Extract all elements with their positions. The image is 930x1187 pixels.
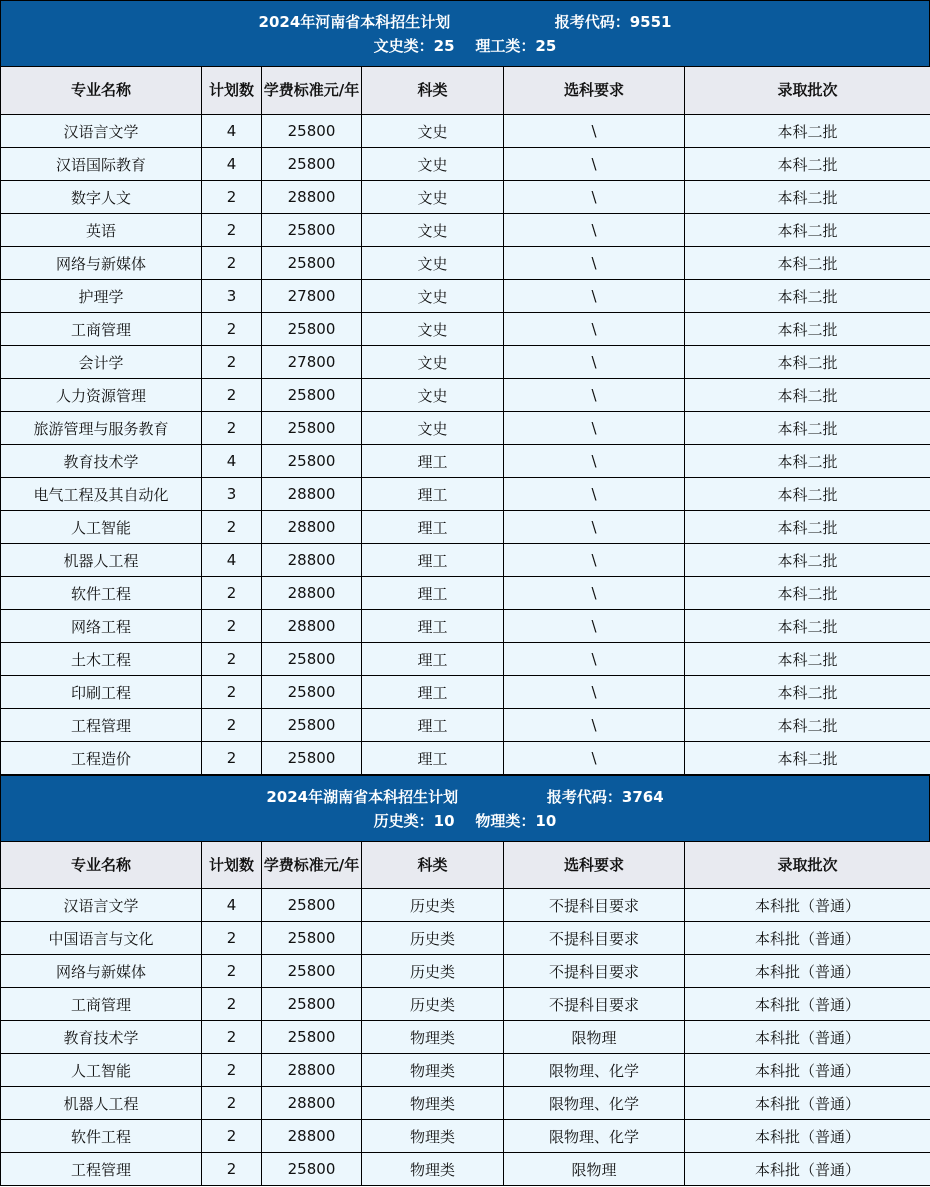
cell-quota: 2 [202,346,262,379]
cell-quota: 2 [202,988,262,1021]
cell-category: 历史类 [362,889,504,922]
cell-major: 教育技术学 [1,445,202,478]
cell-tuition: 25800 [262,1153,362,1186]
header-category: 科类 [362,842,504,889]
cell-subject-requirement: 不提科目要求 [504,955,685,988]
cell-category: 历史类 [362,955,504,988]
cell-batch: 本科二批 [685,742,930,775]
header-tuition: 学费标准元/年 [262,842,362,889]
cell-subject-requirement: 限物理、化学 [504,1087,685,1120]
cell-quota: 2 [202,643,262,676]
table-row [1,709,930,742]
cell-subject-requirement: \ [504,511,685,544]
cell-batch: 本科二批 [685,313,930,346]
header-subject-requirement: 选科要求 [504,67,685,115]
hunan-table [0,841,930,1186]
cell-tuition: 25800 [262,148,362,181]
table-row [1,610,930,643]
cell-subject-requirement: \ [504,676,685,709]
cell-major: 工程管理 [1,709,202,742]
cell-major: 汉语言文学 [1,115,202,148]
hunan-title: 2024年湖南省本科招生计划 报考代码：3764 [266,788,664,806]
cell-tuition: 28800 [262,1054,362,1087]
cell-major: 工商管理 [1,988,202,1021]
cell-tuition: 27800 [262,346,362,379]
cell-batch: 本科二批 [685,676,930,709]
cell-major: 电气工程及其自动化 [1,478,202,511]
cell-quota: 2 [202,313,262,346]
cell-batch: 本科批（普通） [685,1153,930,1186]
table-row [1,988,930,1021]
cell-batch: 本科二批 [685,148,930,181]
header-subject-requirement: 选科要求 [504,842,685,889]
header-batch: 录取批次 [685,842,930,889]
cell-tuition: 25800 [262,379,362,412]
cell-tuition: 27800 [262,280,362,313]
table-row [1,676,930,709]
cell-quota: 2 [202,214,262,247]
cell-category: 理工 [362,544,504,577]
cell-tuition: 25800 [262,709,362,742]
table-row [1,478,930,511]
cell-major: 中国语言与文化 [1,922,202,955]
table-row [1,1021,930,1054]
cell-category: 物理类 [362,1054,504,1087]
cell-batch: 本科批（普通） [685,955,930,988]
cell-quota: 4 [202,115,262,148]
cell-category: 理工 [362,709,504,742]
cell-subject-requirement: \ [504,379,685,412]
cell-tuition: 25800 [262,445,362,478]
cell-quota: 2 [202,742,262,775]
cell-batch: 本科二批 [685,280,930,313]
cell-category: 文史 [362,148,504,181]
cell-batch: 本科批（普通） [685,1021,930,1054]
henan-section-header [0,0,930,66]
cell-subject-requirement: \ [504,247,685,280]
cell-quota: 4 [202,889,262,922]
table-row [1,577,930,610]
table-row [1,214,930,247]
cell-subject-requirement: \ [504,346,685,379]
cell-major: 护理学 [1,280,202,313]
cell-batch: 本科二批 [685,544,930,577]
cell-major: 机器人工程 [1,1087,202,1120]
table-row [1,115,930,148]
cell-subject-requirement: \ [504,280,685,313]
table-row [1,247,930,280]
cell-quota: 2 [202,511,262,544]
cell-major: 工程管理 [1,1153,202,1186]
cell-batch: 本科二批 [685,643,930,676]
cell-major: 工商管理 [1,313,202,346]
cell-subject-requirement: 不提科目要求 [504,922,685,955]
cell-tuition: 25800 [262,643,362,676]
cell-subject-requirement: \ [504,115,685,148]
cell-category: 理工 [362,577,504,610]
cell-major: 教育技术学 [1,1021,202,1054]
table-row [1,313,930,346]
cell-tuition: 25800 [262,115,362,148]
cell-category: 理工 [362,676,504,709]
cell-batch: 本科二批 [685,379,930,412]
cell-batch: 本科二批 [685,511,930,544]
table-row [1,742,930,775]
cell-tuition: 28800 [262,1087,362,1120]
table-row [1,1054,930,1087]
cell-major: 人力资源管理 [1,379,202,412]
cell-tuition: 25800 [262,247,362,280]
cell-major: 机器人工程 [1,544,202,577]
henan-table [0,66,930,775]
cell-quota: 4 [202,445,262,478]
cell-batch: 本科二批 [685,709,930,742]
cell-major: 印刷工程 [1,676,202,709]
cell-subject-requirement: \ [504,643,685,676]
cell-category: 物理类 [362,1153,504,1186]
cell-quota: 2 [202,1021,262,1054]
cell-quota: 2 [202,1054,262,1087]
cell-tuition: 28800 [262,478,362,511]
cell-tuition: 25800 [262,988,362,1021]
table-row [1,412,930,445]
cell-category: 理工 [362,643,504,676]
cell-quota: 2 [202,247,262,280]
cell-major: 人工智能 [1,1054,202,1087]
cell-batch: 本科二批 [685,610,930,643]
cell-quota: 2 [202,181,262,214]
cell-subject-requirement: \ [504,709,685,742]
cell-major: 土木工程 [1,643,202,676]
cell-batch: 本科二批 [685,115,930,148]
cell-subject-requirement: \ [504,610,685,643]
header-major: 专业名称 [1,842,202,889]
cell-subject-requirement: 限物理 [504,1153,685,1186]
cell-major: 会计学 [1,346,202,379]
cell-subject-requirement: 不提科目要求 [504,988,685,1021]
cell-tuition: 28800 [262,544,362,577]
cell-tuition: 28800 [262,610,362,643]
cell-category: 文史 [362,247,504,280]
cell-category: 文史 [362,181,504,214]
cell-category: 物理类 [362,1021,504,1054]
henan-subtitle: 文史类：25 理工类：25 [373,37,557,55]
header-major: 专业名称 [1,67,202,115]
cell-category: 理工 [362,511,504,544]
cell-major: 汉语国际教育 [1,148,202,181]
cell-subject-requirement: \ [504,544,685,577]
cell-quota: 2 [202,1120,262,1153]
table-row [1,544,930,577]
cell-batch: 本科批（普通） [685,1054,930,1087]
header-tuition: 学费标准元/年 [262,67,362,115]
cell-category: 文史 [362,313,504,346]
hunan-section-header [0,775,930,841]
table-header-row [1,67,930,115]
cell-major: 英语 [1,214,202,247]
cell-major: 软件工程 [1,1120,202,1153]
table-row [1,1153,930,1186]
cell-quota: 2 [202,412,262,445]
cell-subject-requirement: \ [504,148,685,181]
cell-batch: 本科批（普通） [685,988,930,1021]
cell-subject-requirement: \ [504,478,685,511]
cell-tuition: 25800 [262,676,362,709]
cell-subject-requirement: \ [504,214,685,247]
cell-quota: 4 [202,544,262,577]
cell-quota: 2 [202,610,262,643]
table-row [1,181,930,214]
cell-tuition: 25800 [262,214,362,247]
cell-quota: 4 [202,148,262,181]
table-row [1,643,930,676]
cell-major: 人工智能 [1,511,202,544]
cell-batch: 本科二批 [685,181,930,214]
cell-subject-requirement: \ [504,445,685,478]
cell-quota: 2 [202,1153,262,1186]
cell-quota: 2 [202,709,262,742]
cell-tuition: 28800 [262,1120,362,1153]
cell-category: 历史类 [362,988,504,1021]
cell-major: 汉语言文学 [1,889,202,922]
header-batch: 录取批次 [685,67,930,115]
table-row [1,346,930,379]
cell-major: 网络与新媒体 [1,955,202,988]
cell-tuition: 25800 [262,1021,362,1054]
cell-subject-requirement: 限物理、化学 [504,1054,685,1087]
cell-batch: 本科批（普通） [685,889,930,922]
cell-category: 物理类 [362,1087,504,1120]
cell-quota: 2 [202,955,262,988]
cell-major: 工程造价 [1,742,202,775]
cell-subject-requirement: \ [504,181,685,214]
cell-quota: 2 [202,1087,262,1120]
cell-category: 文史 [362,379,504,412]
cell-category: 理工 [362,742,504,775]
cell-subject-requirement: 限物理、化学 [504,1120,685,1153]
cell-quota: 3 [202,478,262,511]
cell-batch: 本科二批 [685,445,930,478]
cell-subject-requirement: \ [504,577,685,610]
cell-tuition: 25800 [262,313,362,346]
table-row [1,445,930,478]
header-quota: 计划数 [202,67,262,115]
cell-tuition: 25800 [262,922,362,955]
cell-batch: 本科批（普通） [685,1087,930,1120]
cell-quota: 2 [202,379,262,412]
henan-title: 2024年河南省本科招生计划 报考代码：9551 [258,13,672,31]
cell-category: 文史 [362,115,504,148]
cell-category: 文史 [362,280,504,313]
cell-major: 旅游管理与服务教育 [1,412,202,445]
cell-category: 文史 [362,214,504,247]
cell-category: 理工 [362,445,504,478]
header-quota: 计划数 [202,842,262,889]
table-row [1,955,930,988]
cell-category: 文史 [362,412,504,445]
table-row [1,1120,930,1153]
cell-batch: 本科二批 [685,412,930,445]
cell-tuition: 25800 [262,955,362,988]
cell-tuition: 28800 [262,577,362,610]
cell-major: 数字人文 [1,181,202,214]
cell-category: 物理类 [362,1120,504,1153]
cell-subject-requirement: 不提科目要求 [504,889,685,922]
table-row [1,889,930,922]
cell-subject-requirement: \ [504,313,685,346]
cell-quota: 2 [202,922,262,955]
cell-tuition: 25800 [262,742,362,775]
hunan-subtitle: 历史类：10 物理类：10 [373,812,557,830]
cell-subject-requirement: \ [504,742,685,775]
table-row [1,280,930,313]
cell-batch: 本科二批 [685,478,930,511]
cell-quota: 2 [202,676,262,709]
table-row [1,148,930,181]
cell-tuition: 25800 [262,412,362,445]
table-row [1,1087,930,1120]
table-row [1,511,930,544]
table-row [1,922,930,955]
cell-batch: 本科二批 [685,214,930,247]
cell-quota: 3 [202,280,262,313]
cell-category: 文史 [362,346,504,379]
cell-major: 软件工程 [1,577,202,610]
cell-batch: 本科二批 [685,577,930,610]
cell-batch: 本科批（普通） [685,922,930,955]
cell-major: 网络与新媒体 [1,247,202,280]
table-row [1,379,930,412]
cell-category: 历史类 [362,922,504,955]
cell-major: 网络工程 [1,610,202,643]
cell-quota: 2 [202,577,262,610]
cell-tuition: 28800 [262,181,362,214]
cell-batch: 本科二批 [685,247,930,280]
cell-batch: 本科批（普通） [685,1120,930,1153]
cell-category: 理工 [362,478,504,511]
cell-category: 理工 [362,610,504,643]
cell-tuition: 28800 [262,511,362,544]
cell-batch: 本科二批 [685,346,930,379]
cell-subject-requirement: \ [504,412,685,445]
cell-subject-requirement: 限物理 [504,1021,685,1054]
table-header-row [1,842,930,889]
header-category: 科类 [362,67,504,115]
cell-tuition: 25800 [262,889,362,922]
